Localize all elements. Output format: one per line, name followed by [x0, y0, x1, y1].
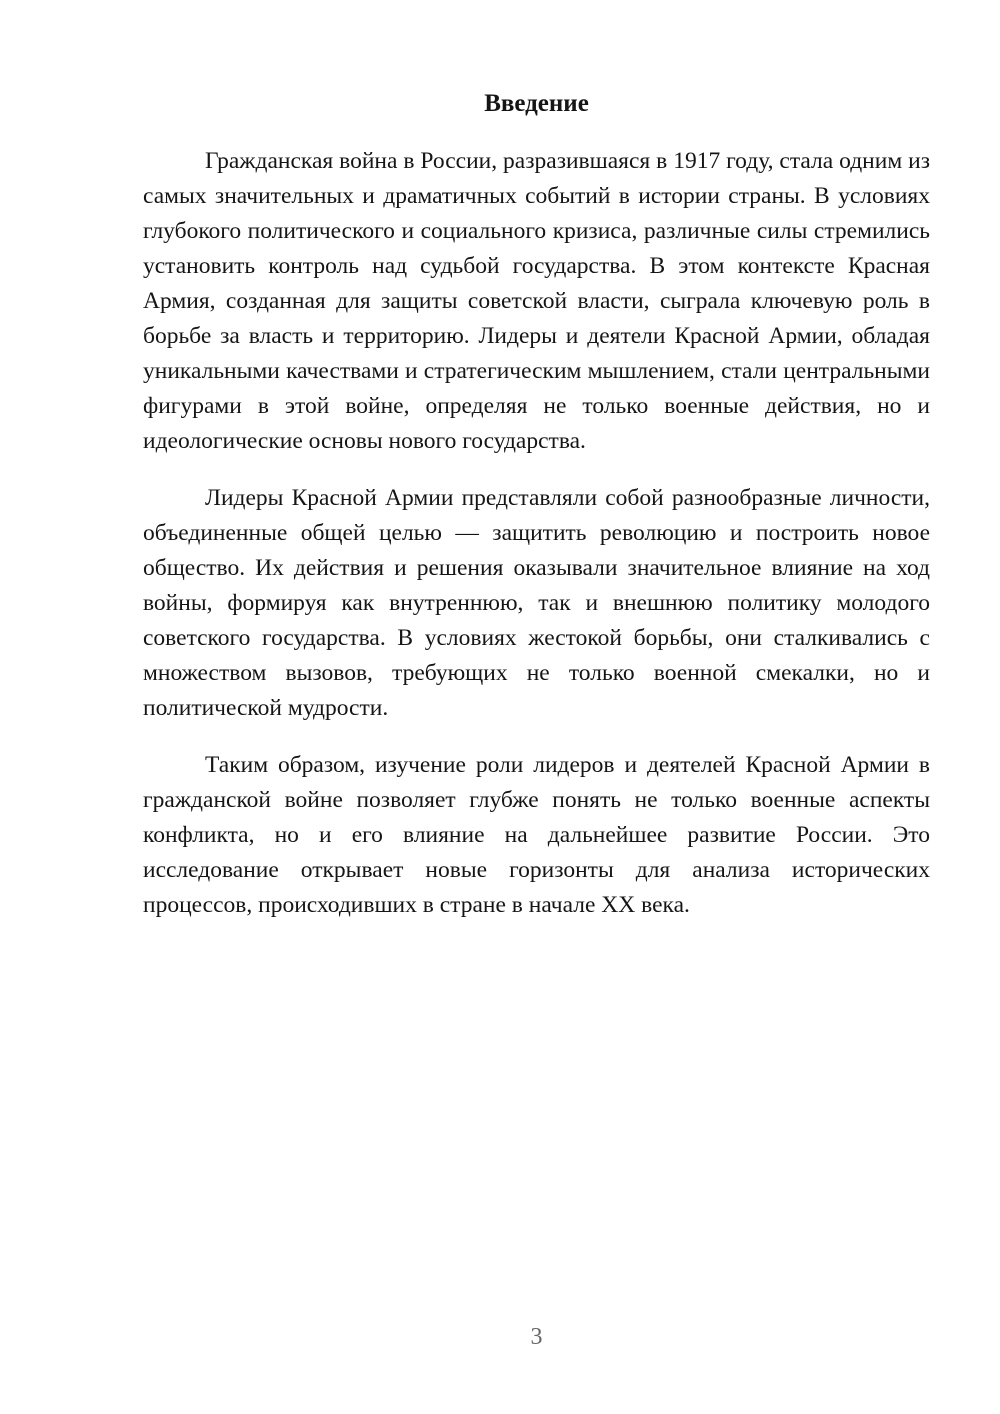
paragraph: Гражданская война в России, разразившаяся в 1917 году, стала одним из самых значительных и драматичных событий в истории страны. В условиях глубокого политического и социального кризиса, различные силы стремились установить контроль над судьбой государства. В этом контексте Красная Армия, созданная для защиты советской власти, сыграла ключевую роль в борьбе за власть и территорию. Лидеры и деятели Красной Армии, обладая уникальными качествами и стратегическим мышлением, стали центральными фигурами в этой войне, определяя не только военные действия, но и идеологические основы нового государства.	[143, 148, 930, 454]
page-content	[143, 88, 930, 945]
paragraph: Лидеры Красной Армии представляли собой разнообразные личности, объединенные общей целью — защитить революцию и построить новое общество. Их действия и решения оказывали значительное влияние на ход войны, формируя как внутреннюю, так и внешнюю политику молодого советского государства. В условиях жестокой борьбы, они сталкивались с множеством вызовов, требующих не только военной смекалки, но и политической мудрости.	[143, 485, 930, 721]
page-footer	[143, 1324, 930, 1351]
page-number: 3	[530, 1324, 543, 1350]
section-title: Введение	[484, 90, 589, 117]
paragraph: Таким образом, изучение роли лидеров и деятелей Красной Армии в гражданской войне позволяет глубже понять не только военные аспекты конфликта, но и его влияние на дальнейшее развитие России. Это исследование открывает новые горизонты для анализа исторических процессов, происходивших в стране в начале XX века.	[143, 752, 930, 918]
